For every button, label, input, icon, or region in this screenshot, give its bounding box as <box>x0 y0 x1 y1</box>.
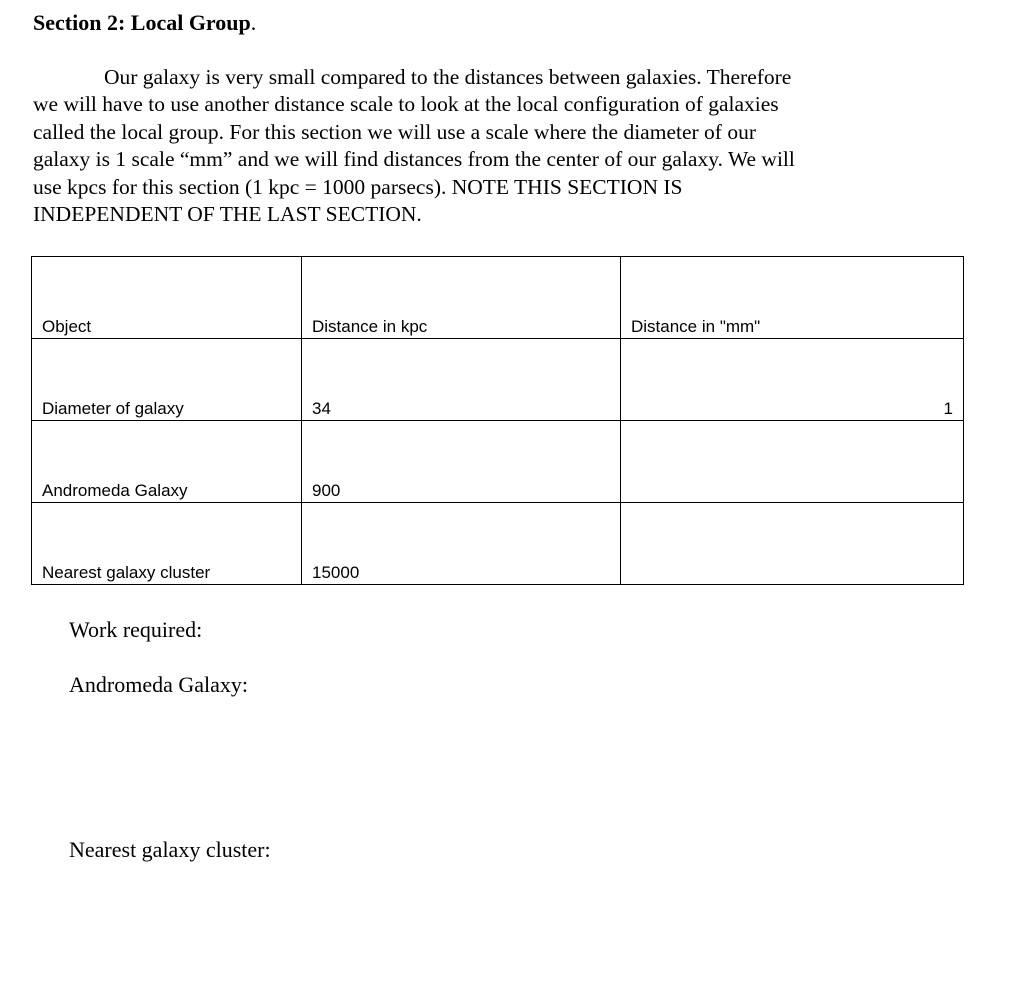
cell-kpc: 34 <box>302 339 621 421</box>
header-distance-mm: Distance in "mm" <box>621 257 964 339</box>
section-title-period: . <box>250 10 257 35</box>
table-row <box>32 503 964 585</box>
distance-table <box>31 256 964 585</box>
table-row <box>32 339 964 421</box>
cell-kpc: 900 <box>302 421 621 503</box>
intro-line: INDEPENDENT OF THE LAST SECTION. <box>33 202 422 227</box>
work-required-label: Work required: <box>69 617 203 642</box>
cell-object: Andromeda Galaxy <box>32 421 302 503</box>
table-header-row <box>32 257 964 339</box>
cell-mm[interactable] <box>621 421 964 503</box>
header-object: Object <box>32 257 302 339</box>
section-heading <box>33 8 256 38</box>
table-row <box>32 421 964 503</box>
intro-line: called the local group. For this section we will use a scale where the diameter of our <box>33 119 756 144</box>
cell-mm[interactable] <box>621 503 964 585</box>
cluster-work-label: Nearest galaxy cluster: <box>69 837 271 862</box>
cell-mm[interactable]: 1 <box>621 339 964 421</box>
header-distance-kpc: Distance in kpc <box>302 257 621 339</box>
intro-line: we will have to use another distance scale to look at the local configuration of galaxies <box>33 92 779 117</box>
intro-line: use kpcs for this section (1 kpc = 1000 parsecs). NOTE THIS SECTION IS <box>33 174 683 199</box>
intro-line: Our galaxy is very small compared to the distances between galaxies. Therefore <box>104 65 792 89</box>
cell-object: Nearest galaxy cluster <box>32 503 302 585</box>
intro-line: galaxy is 1 scale “mm” and we will find distances from the center of our galaxy. We will <box>33 147 795 172</box>
cell-kpc: 15000 <box>302 503 621 585</box>
cell-object: Diameter of galaxy <box>32 339 302 421</box>
section-title: Section 2: Local Group <box>33 10 251 35</box>
andromeda-work-label: Andromeda Galaxy: <box>69 672 248 697</box>
intro-paragraph <box>33 64 893 228</box>
